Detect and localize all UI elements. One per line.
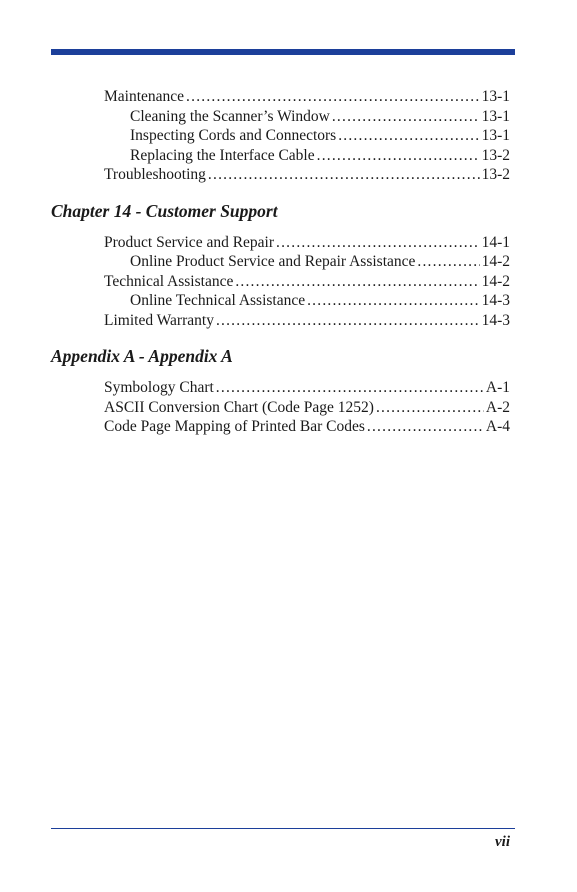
toc-entry-page: 13-1 [481, 107, 510, 125]
toc-entry-label: Inspecting Cords and Connectors [130, 127, 337, 144]
toc-entry-label: ASCII Conversion Chart (Code Page 1252) [104, 398, 374, 416]
toc-entry-limited-warranty[interactable] [51, 311, 510, 331]
toc-entry-page: 13-1 [481, 127, 510, 144]
toc-entry-label: Online Product Service and Repair Assistance [130, 253, 416, 270]
toc-entry-page: 13-1 [481, 88, 510, 105]
dot-leader [317, 146, 480, 166]
chapter-heading[interactable]: Chapter 14 - Customer Support [51, 200, 278, 221]
dot-leader [307, 291, 479, 311]
toc-entry-page: 14-3 [481, 292, 510, 309]
toc-entry-page: 14-2 [481, 272, 510, 290]
toc-entry-inspecting-cords[interactable] [51, 126, 510, 146]
toc-entry-cleaning-window[interactable] [51, 107, 510, 127]
toc-entry-page: 13-2 [481, 166, 510, 183]
dot-leader [276, 233, 480, 253]
table-of-contents [51, 87, 510, 437]
appendix-heading[interactable]: Appendix A - Appendix A [51, 346, 233, 366]
toc-entry-label: Cleaning the Scanner’s Window [130, 107, 330, 125]
toc-entry-label: Maintenance [104, 88, 185, 105]
toc-entry-label: Symbology Chart [104, 379, 214, 396]
dot-leader [332, 107, 480, 127]
toc-entry-page: A-2 [485, 398, 510, 416]
dot-leader [338, 126, 479, 146]
toc-entry-code-page-mapping[interactable] [51, 417, 510, 437]
toc-entry-technical-assistance[interactable] [51, 272, 510, 292]
dot-leader [216, 311, 480, 331]
toc-entry-page: 13-2 [481, 146, 510, 164]
toc-entry-label: Product Service and Repair [104, 233, 275, 251]
toc-entry-label: Troubleshooting [104, 166, 206, 183]
toc-entry-label: Limited Warranty [104, 311, 214, 329]
toc-entry-troubleshooting[interactable] [51, 165, 510, 185]
toc-entry-page: A-1 [485, 379, 510, 396]
dot-leader [186, 87, 480, 107]
toc-entry-product-service[interactable] [51, 233, 510, 253]
dot-leader [367, 417, 484, 437]
header-rule [51, 49, 515, 55]
dot-leader [216, 378, 484, 398]
dot-leader [417, 252, 479, 272]
toc-entry-label: Code Page Mapping of Printed Bar Codes [104, 418, 365, 435]
toc-entry-online-technical-assistance[interactable] [51, 291, 510, 311]
toc-entry-page: A-4 [485, 418, 510, 435]
toc-entry-label: Online Technical Assistance [130, 292, 306, 309]
dot-leader [235, 272, 479, 292]
toc-entry-label: Technical Assistance [104, 272, 234, 290]
toc-entry-page: 14-1 [481, 233, 510, 251]
page-number: vii [495, 834, 510, 850]
dot-leader [376, 398, 484, 418]
toc-entry-maintenance[interactable] [51, 87, 510, 107]
dot-leader [208, 165, 480, 185]
toc-entry-symbology-chart[interactable] [51, 378, 510, 398]
footer-rule [51, 828, 515, 829]
toc-entry-online-product-service[interactable] [51, 252, 510, 272]
toc-entry-page: 14-2 [481, 253, 510, 270]
toc-entry-page: 14-3 [481, 311, 510, 329]
toc-entry-label: Replacing the Interface Cable [130, 146, 315, 164]
toc-entry-ascii-conversion-chart[interactable] [51, 398, 510, 418]
toc-entry-replacing-cable[interactable] [51, 146, 510, 166]
